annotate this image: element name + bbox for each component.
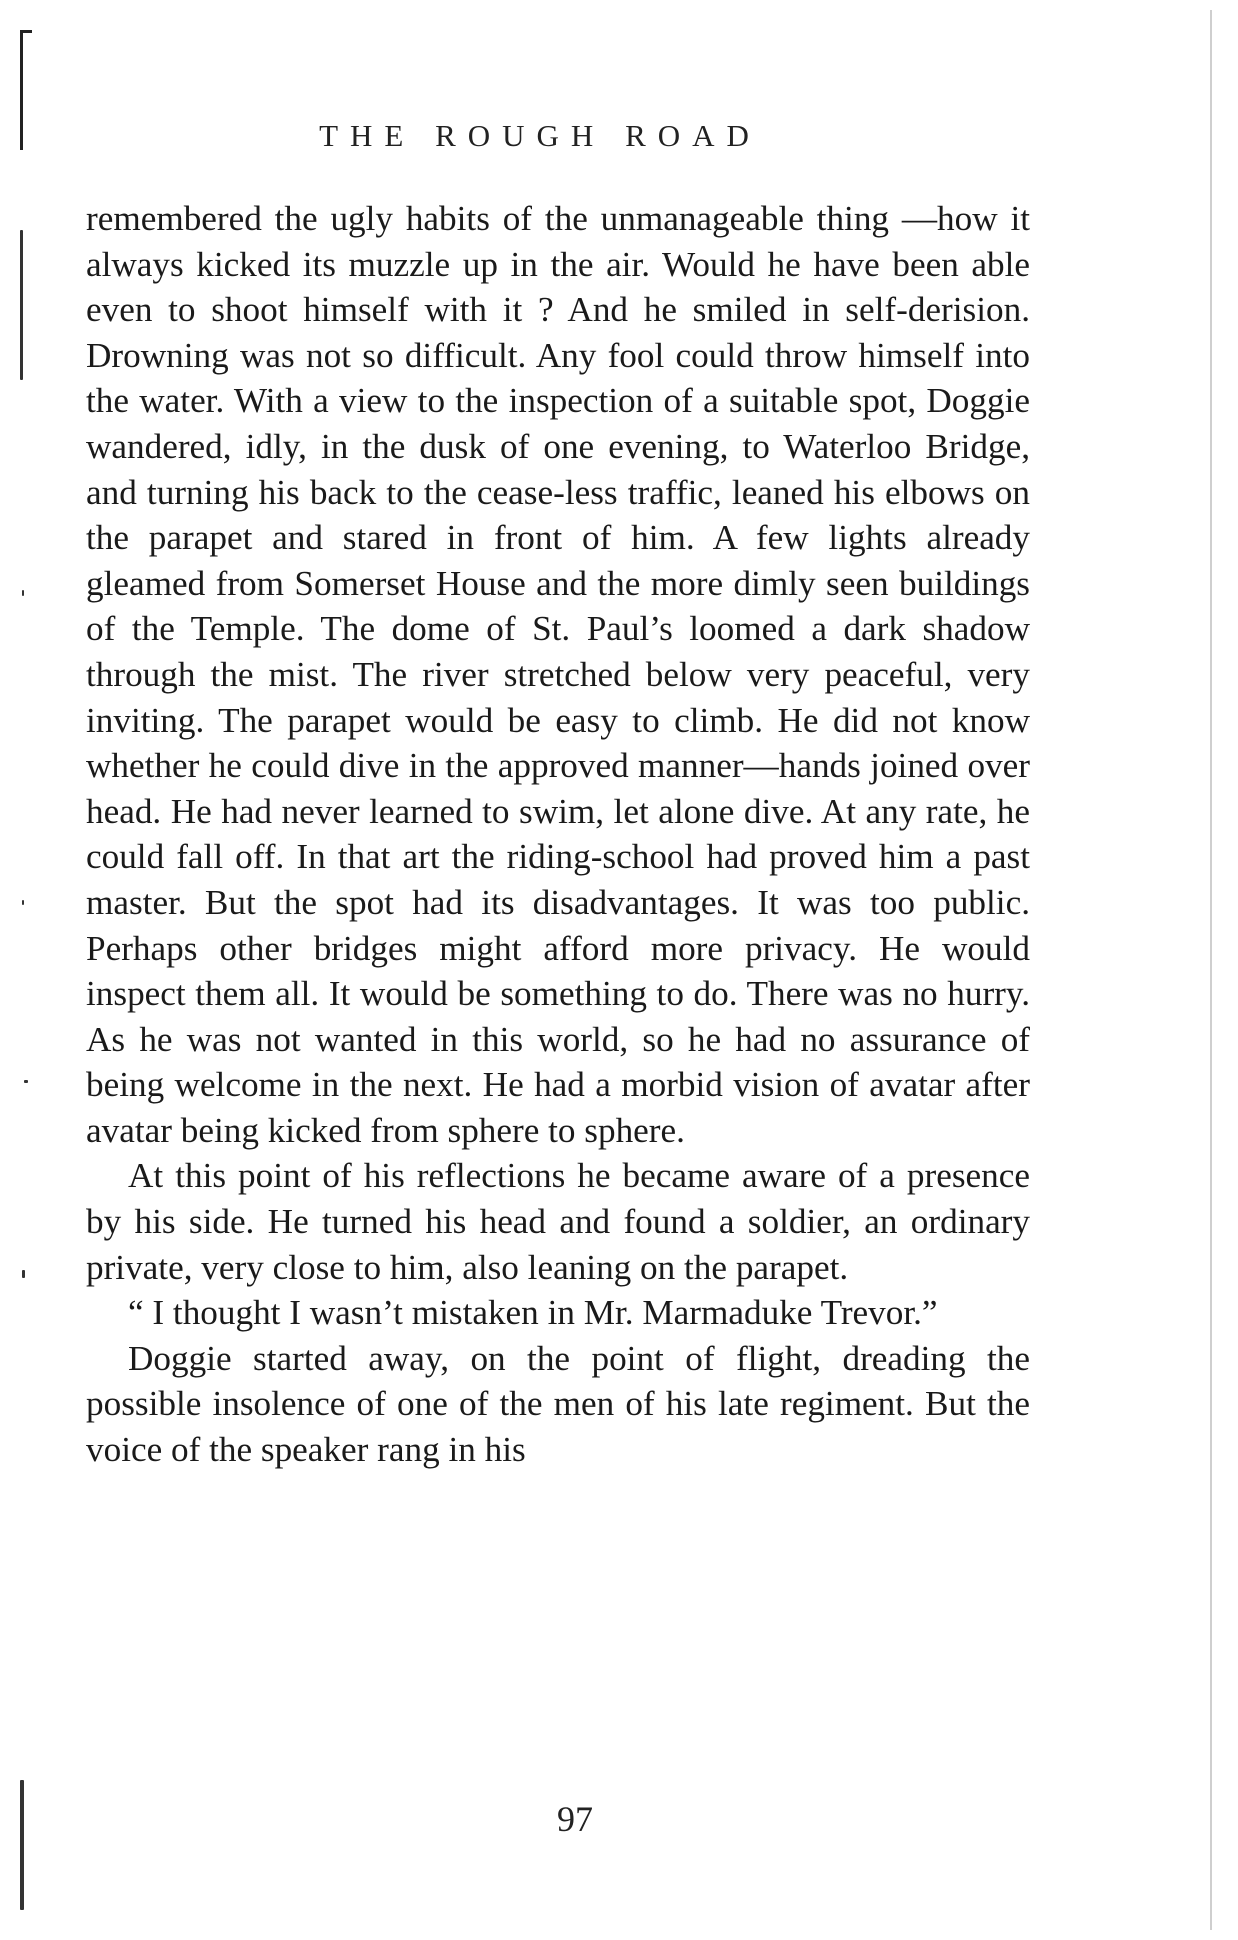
scan-speck	[20, 230, 23, 380]
scan-speck	[24, 1080, 28, 1083]
paragraph: “ I thought I wasn’t mistaken in Mr. Marmaduke Trevor.”	[128, 1293, 938, 1333]
paragraph: Doggie started away, on the point of flight, dreading the possible insolence of one of the men of his late regiment. But the voice of the speaker rang in his	[86, 1338, 1030, 1470]
paragraph: remembered the ugly habits of the unmanageable thing —how it always kicked its muzzle up in the air. Would he have been able even to shoot himself with it ? And he smiled in self-derision. Drowning was not so difficult. Any fool could throw himself into the water. With a view to the inspection of a suitable spot, Doggie wandered, idly, in the dusk of one evening, to Waterloo Bridge, and turning his back to the cease-less traffic, leaned his elbows on the parapet and stared in front of him. A few lights already gleamed from Somerset House and the more dimly seen buildings of the Temple. The dome of St. Paul’s loomed a dark shadow through the mist. The river stretched below very peaceful, very inviting. The parapet would be easy to climb. He did not know whether he could dive in the approved manner—hands joined over head. He had never learned to swim, let alone dive. At any rate, he could fall off. In that art the riding-school had proved him a past master. But the spot had its disadvantages. It was too public. Perhaps other bridges might afford more privacy. He would inspect them all. It would be something to do. There was no hurry. As he was not wanted in this world, so he had no assurance of being welcome in the next. He had a morbid vision of avatar after avatar being kicked from sphere to sphere.	[86, 199, 1030, 1150]
body-text	[86, 196, 1030, 1473]
scan-speck	[22, 590, 24, 596]
scan-speck	[22, 1270, 25, 1278]
page-number: 97	[557, 1799, 593, 1839]
running-head: THE ROUGH ROAD	[319, 118, 761, 153]
scan-page-edge	[1210, 10, 1212, 1930]
scan-speck	[22, 900, 24, 905]
paragraph: At this point of his reflections he became aware of a presence by his side. He turned his head and found a soldier, an ordinary private, very close to him, also leaning on the parapet.	[86, 1156, 1030, 1287]
